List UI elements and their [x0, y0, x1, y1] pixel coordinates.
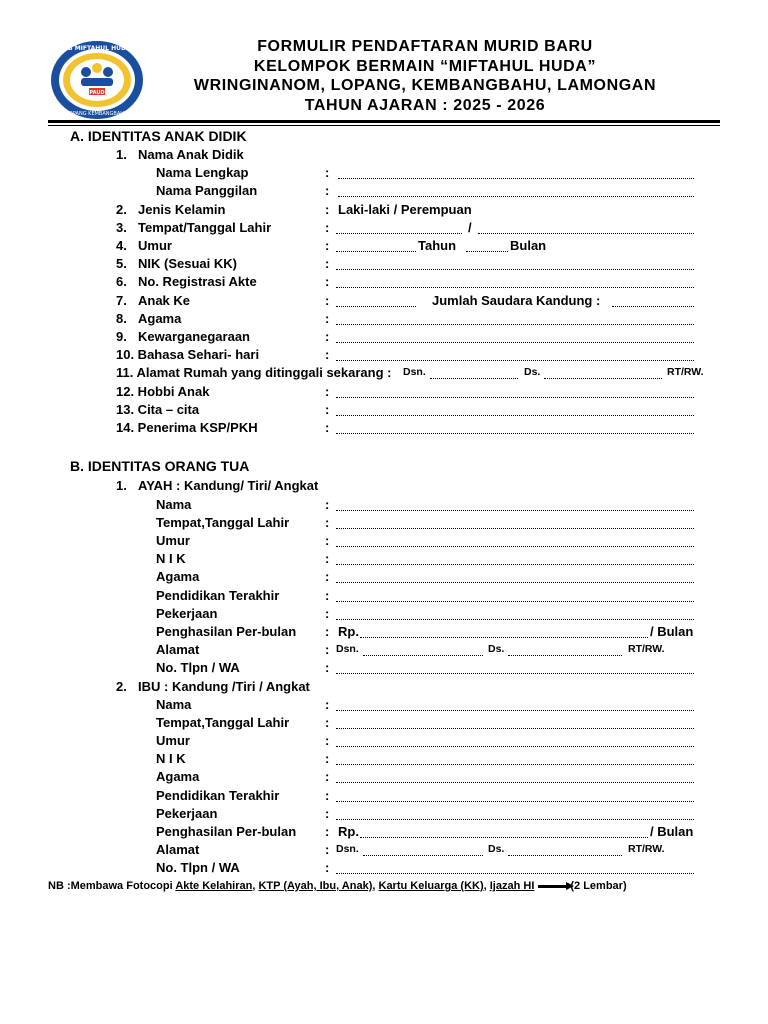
field-label: Penghasilan Per-bulan: [156, 824, 297, 839]
a-item-2: [0, 202, 768, 220]
a-item-14: [0, 420, 768, 438]
colon: :: [325, 733, 330, 748]
a-item-7: [0, 293, 768, 311]
ibu-label: IBU : Kandung /Tiri / Angkat: [138, 679, 310, 694]
a-item-13: [0, 402, 768, 420]
dsn-label: Dsn.: [403, 366, 426, 378]
form-header: [140, 37, 710, 115]
colon: :: [325, 311, 330, 326]
saudara-field[interactable]: [612, 306, 694, 307]
dsn-label: Dsn.: [336, 643, 359, 655]
colon: :: [325, 256, 330, 271]
colon: :: [325, 660, 330, 675]
item-number: 6.: [116, 274, 127, 289]
colon: :: [325, 860, 330, 875]
header-rule-thick: [48, 120, 720, 123]
item-label: 13. Cita – cita: [116, 402, 200, 417]
item-label: NIK (Sesuai KK): [138, 256, 237, 271]
ayah-penghasilan-field[interactable]: [360, 637, 648, 638]
ayah-field-row: [0, 606, 768, 624]
note-doc-kk: Kartu Keluarga (KK): [378, 880, 484, 892]
a-item-1: [0, 147, 768, 165]
colon: :: [325, 515, 330, 530]
ayah-field-row: [0, 624, 768, 642]
field-label: Alamat: [156, 842, 200, 857]
alamat-ds-field[interactable]: [544, 378, 662, 379]
field-label: Alamat: [156, 642, 200, 657]
date-separator: /: [468, 220, 472, 235]
a-item-12: [0, 384, 768, 402]
school-logo: [50, 40, 145, 120]
field-label: Umur: [156, 533, 190, 548]
ayah-field-5[interactable]: [336, 601, 694, 602]
item-label: No. Registrasi Akte: [138, 274, 257, 289]
ayah-field-1[interactable]: [336, 528, 694, 529]
ayah-field-row: [0, 642, 768, 660]
nama-panggilan-field[interactable]: [338, 196, 694, 197]
ayah-field-3[interactable]: [336, 564, 694, 565]
item-label: Umur: [138, 238, 172, 253]
ibu-field-row: [0, 806, 768, 824]
bahasa-field[interactable]: [336, 360, 694, 361]
ibu-field-2[interactable]: [336, 746, 694, 747]
header-address: WRINGINANOM, LOPANG, KEMBANGBAHU, LAMONGAN: [193, 77, 657, 94]
agama-field[interactable]: [336, 324, 694, 325]
rtrw-label: RT/RW.: [628, 843, 665, 855]
ayah-field-row: [0, 569, 768, 587]
item-label: Kewarganegaraan: [138, 329, 250, 344]
field-label: Nama: [156, 697, 192, 712]
colon: :: [325, 347, 330, 362]
ibu-field-9[interactable]: [336, 873, 694, 874]
umur-bulan-field[interactable]: [466, 251, 508, 252]
note-sep: ,: [483, 880, 490, 892]
item-number: 3.: [116, 220, 127, 235]
item-number: 2.: [116, 202, 127, 217]
colon: :: [325, 551, 330, 566]
field-label: Umur: [156, 733, 190, 748]
field-label: Tempat,Tanggal Lahir: [156, 715, 290, 730]
ibu-field-row: [0, 860, 768, 878]
colon: :: [325, 293, 330, 308]
per-bulan-label: / Bulan: [650, 624, 694, 639]
ibu-field-row: [0, 824, 768, 842]
nama-lengkap-field[interactable]: [338, 178, 694, 179]
colon: :: [325, 697, 330, 712]
a-item-8: [0, 311, 768, 329]
note-doc-ijazah: Ijazah HI: [489, 880, 535, 892]
colon: :: [325, 420, 330, 435]
cita-field[interactable]: [336, 415, 694, 416]
note-sep: ,: [372, 880, 379, 892]
ayah-field-9[interactable]: [336, 673, 694, 674]
colon: :: [325, 402, 330, 417]
note-doc-ktp: KTP (Ayah, Ibu, Anak): [258, 880, 373, 892]
ibu-heading: [0, 679, 768, 697]
item-label: Nama Lengkap: [156, 165, 249, 180]
item-label: 11. Alamat Rumah yang ditinggali sekarang :: [116, 365, 392, 380]
anak-ke-field[interactable]: [336, 306, 416, 307]
ibu-field-row: [0, 733, 768, 751]
ibu-field-row: [0, 697, 768, 715]
note-prefix: NB :Membawa Fotocopi: [48, 880, 176, 892]
ayah-field-2[interactable]: [336, 546, 694, 547]
field-label: N I K: [156, 751, 186, 766]
colon: :: [325, 384, 330, 399]
colon: :: [325, 642, 330, 657]
ayah-field-row: [0, 588, 768, 606]
logo-badge: PAUD: [89, 90, 105, 96]
saudara-label: Jumlah Saudara Kandung :: [432, 293, 601, 308]
note: [48, 880, 627, 892]
note-sep: ,: [252, 880, 259, 892]
gender-options[interactable]: Laki-laki / Perempuan: [338, 202, 472, 217]
field-label: No. Tlpn / WA: [156, 660, 240, 675]
rtrw-label: RT/RW.: [667, 366, 704, 378]
ibu-field-row: [0, 769, 768, 787]
registrasi-akte-field[interactable]: [336, 287, 694, 288]
tanggal-lahir-field[interactable]: [478, 233, 694, 234]
colon: :: [325, 751, 330, 766]
note-suffix: (2 Lembar): [570, 880, 627, 892]
ibu-penghasilan-field[interactable]: [360, 837, 648, 838]
rtrw-label: RT/RW.: [628, 643, 665, 655]
item-label: Agama: [138, 311, 182, 326]
item-number: 1.: [116, 478, 127, 493]
field-label: Agama: [156, 569, 200, 584]
tahun-label: Tahun: [418, 238, 457, 253]
colon: :: [325, 788, 330, 803]
item-number: 2.: [116, 679, 127, 694]
ayah-alamat-ds-field[interactable]: [508, 655, 622, 656]
item-number: 9.: [116, 329, 127, 344]
colon: :: [325, 569, 330, 584]
colon: :: [325, 842, 330, 857]
colon: :: [325, 238, 330, 253]
item-label: Nama Panggilan: [156, 183, 258, 198]
ayah-alamat-dsn-field[interactable]: [363, 655, 483, 656]
header-year: TAHUN AJARAN : 2025 - 2026: [304, 96, 546, 114]
ibu-field-1[interactable]: [336, 728, 694, 729]
ayah-field-row: [0, 551, 768, 569]
field-label: Pendidikan Terakhir: [156, 588, 280, 603]
colon: :: [325, 606, 330, 621]
item-label: Nama Anak Didik: [138, 147, 244, 162]
field-label: Tempat,Tanggal Lahir: [156, 515, 290, 530]
arrow-right-icon: [538, 885, 568, 888]
colon: :: [325, 624, 330, 639]
alamat-dsn-field[interactable]: [430, 378, 518, 379]
item-label: Anak Ke: [138, 293, 191, 308]
field-label: N I K: [156, 551, 186, 566]
ibu-field-0[interactable]: [336, 710, 694, 711]
ds-label: Ds.: [488, 643, 505, 655]
a-item-4: [0, 238, 768, 256]
a-item-6: [0, 274, 768, 292]
colon: :: [325, 165, 330, 180]
colon: :: [325, 806, 330, 821]
ibu-field-row: [0, 715, 768, 733]
field-label: No. Tlpn / WA: [156, 860, 240, 875]
colon: :: [325, 715, 330, 730]
ayah-field-row: [0, 533, 768, 551]
item-label: Tempat/Tanggal Lahir: [138, 220, 272, 235]
ayah-field-4[interactable]: [336, 582, 694, 583]
item-number: 4.: [116, 238, 127, 253]
a-item-5: [0, 256, 768, 274]
field-label: Pekerjaan: [156, 606, 218, 621]
colon: :: [325, 274, 330, 289]
ayah-label: AYAH : Kandung/ Tiri/ Angkat: [138, 478, 319, 493]
a-nama-panggilan: [0, 183, 768, 201]
a-item-3: [0, 220, 768, 238]
ibu-field-row: [0, 788, 768, 806]
colon: :: [325, 202, 330, 217]
ds-label: Ds.: [524, 366, 541, 378]
ibu-alamat-dsn-field[interactable]: [363, 855, 483, 856]
ibu-field-6[interactable]: [336, 819, 694, 820]
item-label: 12. Hobbi Anak: [116, 384, 210, 399]
rp-label: Rp.: [338, 824, 359, 839]
colon: :: [325, 533, 330, 548]
colon: :: [325, 183, 330, 198]
kewarganegaraan-field[interactable]: [336, 342, 694, 343]
ibu-field-3[interactable]: [336, 764, 694, 765]
item-number: 8.: [116, 311, 127, 326]
section-b-title: B. IDENTITAS ORANG TUA: [70, 458, 250, 474]
item-label: Jenis Kelamin: [138, 202, 226, 217]
item-number: 7.: [116, 293, 127, 308]
ibu-alamat-ds-field[interactable]: [508, 855, 622, 856]
a-item-11: [0, 365, 768, 383]
colon: :: [325, 497, 330, 512]
rp-label: Rp.: [338, 624, 359, 639]
bulan-label: Bulan: [510, 238, 547, 253]
item-number: 1.: [116, 147, 127, 162]
ayah-field-row: [0, 515, 768, 533]
nik-field[interactable]: [336, 269, 694, 270]
ibu-field-5[interactable]: [336, 801, 694, 802]
ds-label: Ds.: [488, 843, 505, 855]
item-label: 10. Bahasa Sehari- hari: [116, 347, 260, 362]
ksp-pkh-field[interactable]: [336, 433, 694, 434]
header-rule-thin: [48, 125, 720, 126]
ibu-field-row: [0, 842, 768, 860]
ayah-field-row: [0, 497, 768, 515]
field-label: Pendidikan Terakhir: [156, 788, 280, 803]
colon: :: [325, 329, 330, 344]
header-title: FORMULIR PENDAFTARAN MURID BARU: [257, 38, 593, 55]
logo-bottom-text: LOPANG KEMBANGBAHU: [66, 111, 128, 117]
colon: :: [325, 588, 330, 603]
field-label: Pekerjaan: [156, 806, 218, 821]
header-school: KELOMPOK BERMAIN “MIFTAHUL HUDA”: [253, 57, 597, 75]
section-a-title: A. IDENTITAS ANAK DIDIK: [70, 128, 247, 144]
colon: :: [325, 769, 330, 784]
ibu-field-row: [0, 751, 768, 769]
item-number: 5.: [116, 256, 127, 271]
a-item-9: [0, 329, 768, 347]
per-bulan-label: / Bulan: [650, 824, 694, 839]
hobbi-field[interactable]: [336, 397, 694, 398]
logo-top-text: KB MIFTAHUL HUDA: [63, 45, 131, 52]
a-nama-lengkap: [0, 165, 768, 183]
field-label: Agama: [156, 769, 200, 784]
note-doc-akte: Akte Kelahiran: [175, 880, 253, 892]
ayah-field-6[interactable]: [336, 619, 694, 620]
ibu-field-4[interactable]: [336, 782, 694, 783]
a-item-10: [0, 347, 768, 365]
colon: :: [325, 824, 330, 839]
tempat-lahir-field[interactable]: [336, 233, 462, 234]
field-label: Nama: [156, 497, 192, 512]
field-label: Penghasilan Per-bulan: [156, 624, 297, 639]
ayah-field-row: [0, 660, 768, 678]
colon: :: [325, 220, 330, 235]
item-label: 14. Penerima KSP/PKH: [116, 420, 258, 435]
ayah-heading: [0, 478, 768, 496]
ayah-field-0[interactable]: [336, 510, 694, 511]
umur-tahun-field[interactable]: [336, 251, 416, 252]
dsn-label: Dsn.: [336, 843, 359, 855]
